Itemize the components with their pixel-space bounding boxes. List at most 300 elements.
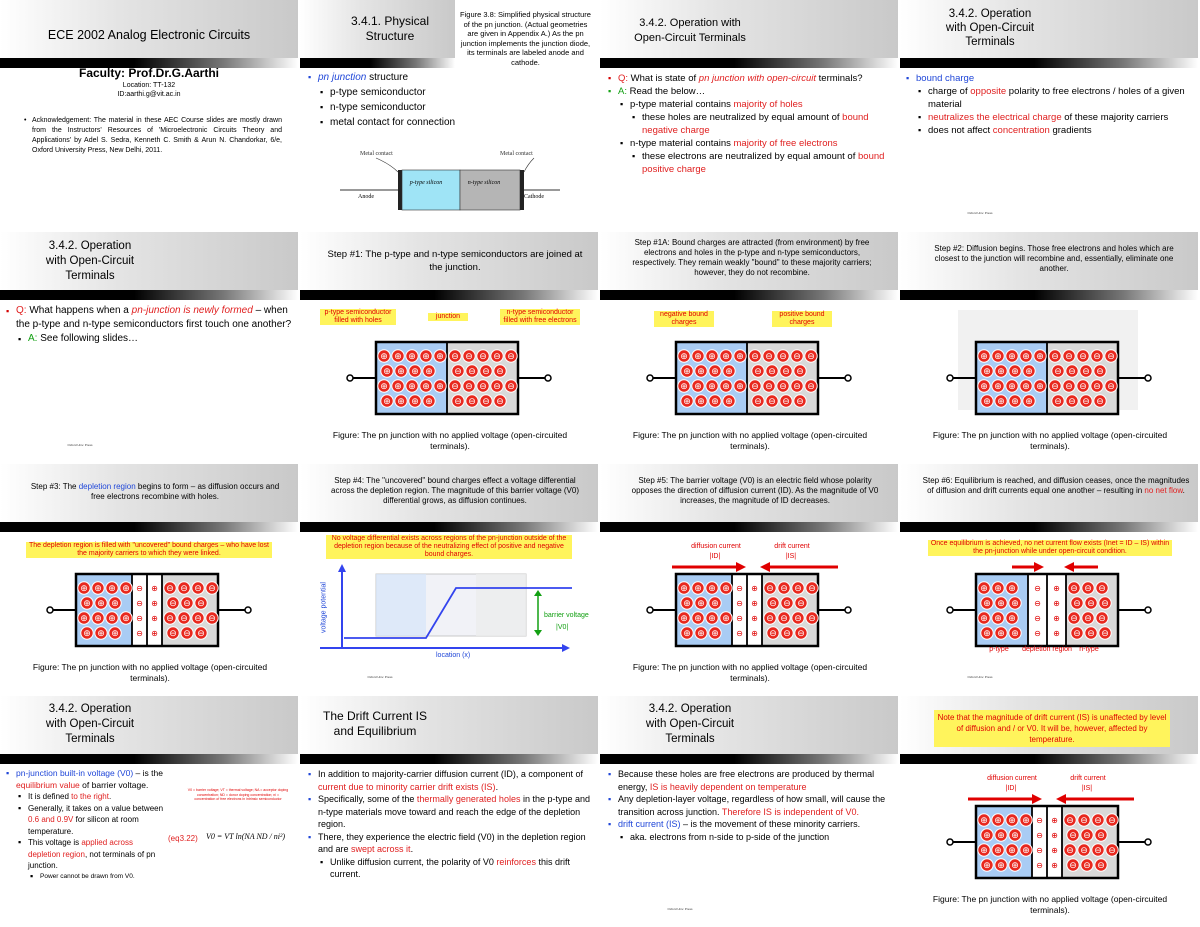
svg-text:⊖: ⊖: [479, 382, 487, 392]
note-no-voltage: No voltage differential exists across regions of the pn-junction outside of the depletion region because of the neutralizing effect of positive and negative bound charges.: [326, 535, 572, 559]
svg-text:⊕: ⊕: [983, 397, 991, 407]
svg-text:⊖: ⊖: [1034, 614, 1041, 623]
current-arrows: [1010, 562, 1100, 572]
slide-title-line3: Terminals: [65, 270, 115, 282]
slide-title-line2: Open-Circuit Terminals: [634, 32, 746, 44]
q-label: Q:: [618, 73, 629, 84]
faculty-name: Faculty: Prof.Dr.G.Aarthi: [78, 66, 220, 80]
title-strip: [600, 58, 898, 68]
svg-text:⊖: ⊖: [183, 599, 191, 609]
slide-title-line1: 3.4.2. Operation with: [639, 17, 741, 29]
drift-current-label: drift current: [774, 543, 810, 550]
slide-title: [10, 239, 170, 284]
svg-text:⊖: ⊖: [779, 352, 787, 362]
svg-text:⊕: ⊕: [997, 397, 1005, 407]
list-item: [308, 793, 592, 831]
svg-text:⊕: ⊕: [722, 352, 730, 362]
pn-junction-diagram: [946, 804, 1152, 880]
list-item: [620, 98, 893, 111]
svg-text:⊖: ⊖: [197, 599, 205, 609]
step-text-emphasis: no net flow: [1144, 486, 1183, 495]
svg-text:⊖: ⊖: [169, 629, 177, 639]
svg-text:⊖: ⊖: [768, 397, 776, 407]
equation-legend: V0 = barrier voltage; VT = thermal voltage; NA = acceptor doping concentration; ND = donor doping concentration; ni = concentration of free electrons in intrinsic semiconductor: [187, 788, 289, 801]
svg-text:⊖: ⊖: [1054, 367, 1062, 377]
svg-text:⊕: ⊕: [722, 382, 730, 392]
step-text: [30, 482, 280, 502]
list-item-emphasis: current due to minority carrier drift exists (IS): [318, 781, 496, 792]
svg-text:⊖: ⊖: [496, 397, 504, 407]
depletion-region-label: depletion region: [1022, 646, 1072, 653]
slide-title-line2: with Open-Circuit: [945, 22, 1035, 34]
svg-text:⊕: ⊕: [1053, 629, 1060, 638]
slide-title-line1: 3.4.2. Operation: [948, 8, 1032, 20]
svg-text:⊕: ⊕: [80, 584, 88, 594]
svg-text:⊖: ⊖: [169, 599, 177, 609]
metal-contact-right-label: Metal contact: [500, 151, 533, 157]
list-item-text: – when the p-type and n-type semiconductors first touch one another?: [16, 305, 292, 330]
svg-text:⊖: ⊖: [736, 614, 743, 623]
pn-junction-diagram: [646, 340, 852, 416]
svg-text:⊕: ⊕: [1008, 382, 1016, 392]
svg-text:⊖: ⊖: [1069, 831, 1077, 841]
n-type-label: n-type silicon: [467, 180, 501, 186]
pn-junction-diagram: [646, 572, 852, 648]
svg-text:⊖: ⊖: [183, 629, 191, 639]
svg-text:⊕: ⊕: [1022, 382, 1030, 392]
label-negative-bound: negative bound charges: [654, 311, 714, 327]
svg-text:⊕: ⊕: [97, 629, 105, 639]
svg-text:⊖: ⊖: [793, 382, 801, 392]
step-text-part: Step #3: The: [30, 482, 79, 491]
course-title: ECE 2002 Analog Electronic Circuits: [47, 28, 251, 42]
svg-text:⊖: ⊖: [1051, 382, 1059, 392]
svg-text:⊕: ⊕: [425, 397, 433, 407]
list-item: [320, 856, 592, 881]
svg-text:⊕: ⊕: [411, 397, 419, 407]
svg-text:⊖: ⊖: [1066, 816, 1074, 826]
svg-text:⊖: ⊖: [807, 382, 815, 392]
svg-text:⊖: ⊖: [1096, 367, 1104, 377]
slide-title-line2: with Open-Circuit: [645, 718, 735, 730]
svg-text:⊕: ⊕: [394, 352, 402, 362]
svg-text:⊕: ⊕: [983, 629, 991, 639]
list-item-text: these electrons are neutralized by equal amount of: [642, 151, 858, 162]
bullet-list: [608, 72, 893, 176]
svg-text:⊖: ⊖: [794, 584, 802, 594]
list-item-text: gradients: [1049, 125, 1092, 136]
svg-text:⊕: ⊕: [722, 614, 730, 624]
step-text: Step #4: The "uncovered" bound charges effect a voltage differential across the depletion region. The magnitude of this barrier voltage (V0) differential grows, as diffusion continues.: [331, 476, 579, 505]
svg-text:⊕: ⊕: [683, 629, 691, 639]
svg-text:⊖: ⊖: [1083, 831, 1091, 841]
svg-text:⊕: ⊕: [980, 352, 988, 362]
slide-drift-note: [900, 696, 1198, 927]
svg-text:⊖: ⊖: [1087, 629, 1095, 639]
label-junction: junction: [428, 313, 468, 321]
svg-text:⊖: ⊖: [1094, 816, 1102, 826]
svg-text:⊕: ⊕: [1008, 816, 1016, 826]
list-item-text: Generally, it takes on a value between: [28, 803, 164, 813]
svg-text:⊕: ⊕: [1008, 352, 1016, 362]
svg-text:⊕: ⊕: [1053, 614, 1060, 623]
step-text-part: Step #6: Equilibrium is reached, and diffusion ceases, once the magnitudes of diffusion and drift currents equal one another – resulting in: [922, 476, 1190, 495]
list-item: ▪ aka. electrons from n-side to p-side of the junction: [620, 831, 892, 844]
svg-text:⊖: ⊖: [766, 584, 774, 594]
svg-text:⊕: ⊕: [751, 629, 758, 638]
slide-newly-formed: [0, 232, 298, 463]
svg-text:⊖: ⊖: [779, 382, 787, 392]
svg-text:⊖: ⊖: [136, 599, 143, 608]
faculty-location: Location: TT-132: [122, 82, 176, 89]
svg-text:⊖: ⊖: [782, 397, 790, 407]
metal-contact-left-label: Metal contact: [360, 151, 393, 157]
svg-text:⊕: ⊕: [122, 614, 130, 624]
n-type-label: n-type: [1079, 646, 1099, 653]
svg-text:⊕: ⊕: [397, 367, 405, 377]
svg-text:⊕: ⊕: [694, 382, 702, 392]
svg-text:⊖: ⊖: [736, 599, 743, 608]
is-label: |IS|: [785, 553, 797, 560]
svg-text:⊕: ⊕: [983, 861, 991, 871]
svg-text:⊕: ⊕: [1051, 861, 1058, 870]
svg-text:⊕: ⊕: [94, 584, 102, 594]
svg-text:⊖: ⊖: [136, 629, 143, 638]
svg-text:⊕: ⊕: [408, 352, 416, 362]
svg-text:⊕: ⊕: [151, 614, 158, 623]
svg-text:⊕: ⊕: [980, 614, 988, 624]
svg-text:⊕: ⊕: [980, 584, 988, 594]
svg-text:⊕: ⊕: [751, 599, 758, 608]
list-item-text: structure: [366, 72, 409, 83]
list-item-text: this drift current.: [330, 856, 570, 879]
svg-text:⊕: ⊕: [380, 352, 388, 362]
svg-text:⊖: ⊖: [1065, 352, 1073, 362]
svg-text:⊖: ⊖: [1036, 831, 1043, 840]
equation-label: (eq3.22): [168, 834, 198, 843]
svg-text:⊕: ⊕: [111, 629, 119, 639]
slide-title-line3: Terminals: [965, 36, 1015, 48]
svg-text:⊕: ⊕: [980, 816, 988, 826]
list-item-text: See following slides…: [37, 333, 139, 344]
svg-text:⊕: ⊕: [1036, 352, 1044, 362]
list-item-emphasis: equilibrium value: [16, 779, 80, 790]
list-item-emphasis: applied across depletion region: [28, 838, 133, 859]
list-item: [308, 831, 592, 856]
title-strip: [600, 754, 898, 764]
svg-text:⊕: ⊕: [1022, 352, 1030, 362]
svg-text:⊖: ⊖: [1079, 352, 1087, 362]
svg-text:⊖: ⊖: [796, 397, 804, 407]
svg-text:⊖: ⊖: [736, 584, 743, 593]
slide-title: [910, 7, 1070, 49]
list-item-emphasis: opposite: [970, 86, 1007, 97]
faculty-email: ID:aarthi.g@vit.ac.in: [117, 91, 181, 98]
bullet-list: [6, 304, 292, 346]
list-item-emphasis: neutralizes the electrical charge: [928, 112, 1062, 123]
bullet-icon: •: [24, 117, 27, 124]
list-item-emphasis: bound negative charge: [642, 112, 869, 136]
list-item-text: Because these holes are free electrons are produced by thermal energy,: [618, 769, 875, 792]
svg-text:⊖: ⊖: [1084, 584, 1092, 594]
svg-text:⊖: ⊖: [1093, 352, 1101, 362]
svg-text:⊖: ⊖: [1098, 614, 1106, 624]
svg-text:⊕: ⊕: [83, 599, 91, 609]
svg-text:⊖: ⊖: [507, 382, 515, 392]
svg-text:⊕: ⊕: [680, 584, 688, 594]
svg-text:⊖: ⊖: [793, 352, 801, 362]
svg-text:⊕: ⊕: [994, 816, 1002, 826]
svg-text:⊕: ⊕: [694, 614, 702, 624]
list-item-emphasis: concentration: [992, 125, 1050, 136]
svg-text:⊖: ⊖: [465, 382, 473, 392]
svg-text:⊖: ⊖: [796, 367, 804, 377]
title-strip: [300, 290, 598, 300]
svg-text:⊖: ⊖: [1068, 367, 1076, 377]
figure-caption: Figure: The pn junction with no applied voltage (open-circuited terminals).: [632, 662, 868, 683]
svg-text:⊖: ⊖: [194, 584, 202, 594]
svg-text:⊕: ⊕: [980, 846, 988, 856]
svg-text:⊕: ⊕: [697, 367, 705, 377]
list-item-emphasis: to the right: [71, 792, 109, 801]
svg-text:⊖: ⊖: [765, 382, 773, 392]
list-item-text: for silicon at room temperature.: [28, 815, 139, 836]
list-item-text: Any depletion-layer voltage, regardless of how small, will cause the transition across junction.: [618, 794, 886, 817]
title-strip: [0, 522, 298, 532]
list-item-text: of barrier voltage.: [79, 779, 149, 790]
svg-text:⊕: ⊕: [994, 584, 1002, 594]
figure-caption: Figure 3.8: Simplified physical structure of the pn junction. (Actual geometries are given in Appendix A.) As the pn junction implements the junction diode, its terminals are labeled anode and cathode.: [460, 10, 591, 67]
svg-text:⊕: ⊕: [680, 352, 688, 362]
p-type-label: p-type: [989, 646, 1009, 653]
svg-text:⊖: ⊖: [780, 614, 788, 624]
diffusion-current-label: diffusion current: [987, 775, 1037, 782]
slide-title-line1: 3.4.2. Operation: [48, 703, 132, 715]
title-strip: [600, 290, 898, 300]
svg-text:⊖: ⊖: [180, 614, 188, 624]
svg-text:⊕: ⊕: [1011, 629, 1019, 639]
list-item-text: does not affect: [928, 125, 993, 136]
svg-text:⊖: ⊖: [1082, 397, 1090, 407]
list-item-text: Unlike diffusion current, the polarity of V0: [330, 856, 497, 867]
svg-text:⊕: ⊕: [994, 382, 1002, 392]
slide-step3: [0, 464, 298, 695]
svg-text:⊕: ⊕: [108, 614, 116, 624]
slide-title-line1: 3.4.1. Physical: [350, 14, 430, 28]
slide-title-line1: The Drift Current IS: [322, 709, 428, 723]
list-item: [18, 791, 164, 803]
slide-step4: [300, 464, 598, 695]
svg-text:⊕: ⊕: [397, 397, 405, 407]
pn-junction-term: pn junction: [318, 72, 367, 83]
svg-text:⊕: ⊕: [122, 584, 130, 594]
svg-text:⊕: ⊕: [997, 861, 1005, 871]
svg-text:⊖: ⊖: [197, 629, 205, 639]
bullet-list: [906, 72, 1194, 137]
list-item: [918, 85, 1194, 111]
svg-text:⊖: ⊖: [1097, 831, 1105, 841]
svg-text:⊕: ⊕: [711, 599, 719, 609]
figure-caption: Figure: The pn junction with no applied voltage (open-circuited terminals).: [932, 430, 1168, 451]
svg-text:⊖: ⊖: [208, 584, 216, 594]
svg-text:⊖: ⊖: [769, 629, 777, 639]
svg-text:⊕: ⊕: [708, 614, 716, 624]
svg-text:⊖: ⊖: [1084, 614, 1092, 624]
list-item: ▪ n-type semiconductor: [320, 100, 508, 115]
p-type-label: p-type silicon: [409, 180, 443, 186]
svg-text:⊖: ⊖: [1108, 846, 1116, 856]
list-item: [18, 803, 164, 838]
slide-step1a: [600, 232, 898, 463]
svg-text:⊕: ⊕: [694, 584, 702, 594]
svg-text:⊕: ⊕: [683, 367, 691, 377]
svg-text:⊕: ⊕: [994, 614, 1002, 624]
svg-text:⊖: ⊖: [766, 614, 774, 624]
svg-text:⊕: ⊕: [697, 629, 705, 639]
list-item: [608, 818, 892, 831]
list-item-text: What is state of: [628, 73, 699, 84]
footer-credit: Oxford Univ. Press: [667, 907, 693, 911]
svg-text:⊕: ⊕: [408, 382, 416, 392]
svg-text:⊖: ⊖: [1094, 846, 1102, 856]
slide-title-line2: with Open-Circuit: [45, 718, 135, 730]
svg-text:⊖: ⊖: [1066, 846, 1074, 856]
svg-text:⊕: ⊕: [711, 629, 719, 639]
svg-text:⊖: ⊖: [751, 352, 759, 362]
svg-text:⊕: ⊕: [436, 382, 444, 392]
bullet-list: [308, 70, 508, 130]
svg-text:⊕: ⊕: [983, 831, 991, 841]
svg-text:⊖: ⊖: [1101, 629, 1109, 639]
svg-text:⊕: ⊕: [80, 614, 88, 624]
barrier-voltage-label: barrier voltage: [544, 612, 589, 619]
step-text: Step #5: The barrier voltage (V0) is an electric field whose polarity opposes the direction of diffusion current (ID). As the magnitude of V0 increases, the magnitude of ID decreases.: [631, 476, 879, 505]
svg-text:⊖: ⊖: [1107, 352, 1115, 362]
current-arrows: [670, 562, 840, 572]
svg-text:⊕: ⊕: [151, 629, 158, 638]
title-strip: [300, 522, 598, 532]
list-item-emphasis: majority of holes: [733, 99, 803, 110]
slide-temperature-dependence: [600, 696, 898, 927]
list-item-text: n-type material contains: [630, 138, 734, 149]
svg-text:⊖: ⊖: [1036, 846, 1043, 855]
is-label: |IS|: [1081, 785, 1093, 792]
svg-text:⊕: ⊕: [683, 397, 691, 407]
svg-text:⊖: ⊖: [468, 397, 476, 407]
title-strip: [300, 754, 598, 764]
a-label: A:: [618, 86, 627, 97]
svg-text:⊖: ⊖: [783, 629, 791, 639]
svg-text:⊕: ⊕: [983, 367, 991, 377]
svg-text:⊖: ⊖: [166, 584, 174, 594]
step-text: Step #1A: Bound charges are attracted (from environment) by free electrons and holes in the p-type and n-type semiconductors, respectively. They remain weakly "bound" to these majority carriers; however, they do not recombine.: [632, 238, 872, 277]
svg-text:⊖: ⊖: [493, 382, 501, 392]
svg-text:⊖: ⊖: [1070, 614, 1078, 624]
list-item-text: Read the below…: [626, 86, 706, 97]
svg-text:⊕: ⊕: [683, 599, 691, 609]
list-item-emphasis: bound positive charge: [642, 151, 885, 175]
svg-text:⊕: ⊕: [697, 397, 705, 407]
svg-text:⊖: ⊖: [136, 614, 143, 623]
figure-caption: Figure: The pn junction with no applied voltage (open-circuited terminals).: [932, 894, 1168, 915]
list-item-emphasis: bound charge: [916, 73, 975, 84]
svg-text:⊖: ⊖: [451, 352, 459, 362]
slide-title: [610, 702, 770, 747]
svg-text:⊖: ⊖: [136, 584, 143, 593]
slide-step5: [600, 464, 898, 695]
list-item: [608, 72, 893, 85]
slide-drift-current: [300, 696, 598, 927]
list-item-text: in the p-type and n-type materials move toward and reach the edge of the depletion region.: [318, 794, 591, 829]
list-item: [6, 304, 292, 332]
step-text-part: .: [1182, 486, 1185, 495]
svg-text:⊖: ⊖: [1036, 861, 1043, 870]
note-equilibrium: Once equilibrium is achieved, no net current flow exists (Inet = ID – IS) within the pn-junction while under open-circuit condition.: [928, 540, 1172, 556]
svg-text:⊕: ⊕: [422, 352, 430, 362]
svg-text:⊖: ⊖: [1036, 816, 1043, 825]
list-item-emphasis: thermally generated holes: [416, 794, 521, 804]
slide-operation-open-circuit: [600, 0, 898, 231]
svg-text:⊕: ⊕: [151, 599, 158, 608]
slide-step2: [900, 232, 1198, 463]
label-n-type: n-type semiconductor filled with free electrons: [500, 309, 580, 325]
svg-text:⊖: ⊖: [808, 614, 816, 624]
svg-text:⊖: ⊖: [769, 599, 777, 609]
slide-title: [600, 16, 780, 46]
svg-text:⊕: ⊕: [711, 397, 719, 407]
svg-text:⊖: ⊖: [1096, 397, 1104, 407]
svg-text:⊖: ⊖: [208, 614, 216, 624]
list-item-text: .: [108, 792, 112, 801]
slide-title-line1: 3.4.2. Operation: [648, 703, 732, 715]
list-item-text: charge of: [928, 86, 971, 97]
svg-text:⊖: ⊖: [454, 367, 462, 377]
svg-text:⊕: ⊕: [422, 382, 430, 392]
list-item-text: .: [495, 781, 499, 792]
list-item: [632, 111, 893, 137]
svg-text:⊖: ⊖: [1079, 382, 1087, 392]
y-axis-label: voltage potential: [320, 582, 328, 633]
svg-text:⊖: ⊖: [1054, 397, 1062, 407]
list-item-text: of these majority carriers: [1061, 112, 1169, 123]
note-depletion-region: The depletion region is filled with "uncovered" bound charges – who have lost the majority carriers to which they were linked.: [26, 542, 272, 558]
list-item-emphasis: drift current (IS): [618, 819, 681, 829]
svg-text:⊕: ⊕: [997, 831, 1005, 841]
svg-text:⊕: ⊕: [1022, 816, 1030, 826]
svg-text:⊕: ⊕: [1008, 846, 1016, 856]
svg-text:⊖: ⊖: [1098, 584, 1106, 594]
svg-text:⊕: ⊕: [1022, 846, 1030, 856]
svg-text:⊕: ⊕: [983, 599, 991, 609]
current-arrows: [966, 794, 1136, 804]
svg-text:⊖: ⊖: [736, 629, 743, 638]
svg-text:⊕: ⊕: [1051, 816, 1058, 825]
svg-text:⊖: ⊖: [751, 382, 759, 392]
svg-text:⊖: ⊖: [783, 599, 791, 609]
anode-label: Anode: [358, 194, 374, 200]
svg-text:⊕: ⊕: [711, 367, 719, 377]
bullet-list: [608, 768, 892, 843]
list-item: ▪ Power cannot be drawn from V0.: [30, 872, 164, 881]
svg-text:⊕: ⊕: [1053, 584, 1060, 593]
svg-text:⊕: ⊕: [997, 629, 1005, 639]
slide-title-line2: with Open-Circuit: [45, 255, 135, 267]
svg-text:⊕: ⊕: [1011, 831, 1019, 841]
svg-text:⊖: ⊖: [768, 367, 776, 377]
svg-text:⊖: ⊖: [180, 584, 188, 594]
a-label: A:: [28, 333, 38, 344]
svg-text:⊕: ⊕: [680, 614, 688, 624]
